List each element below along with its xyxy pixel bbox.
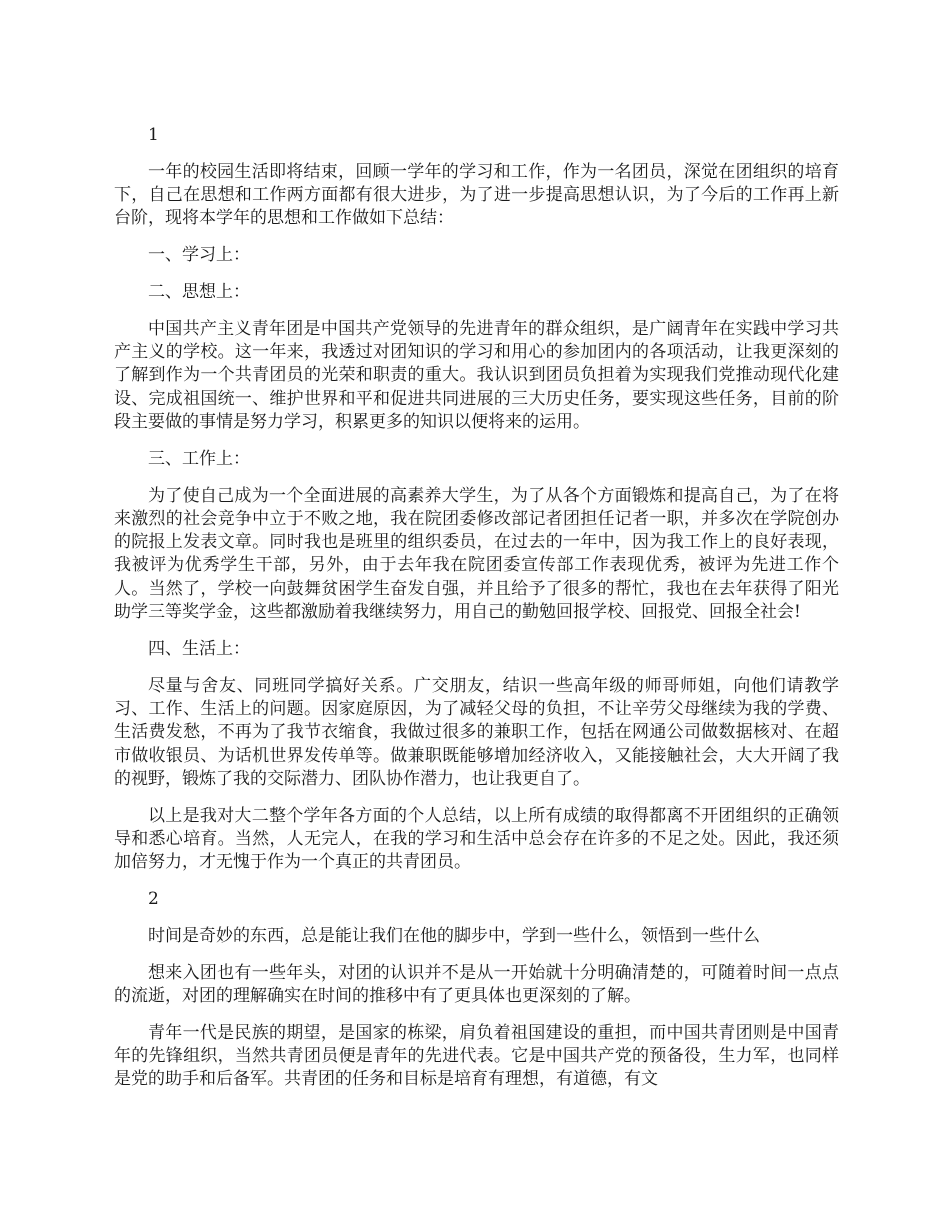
document-page [114, 124, 839, 1105]
heading-work: 三、工作上： [148, 448, 250, 469]
heading-life: 四、生活上： [148, 638, 250, 659]
conclusion-paragraph: 以上是我对大二整个学年各方面的个人总结，以上所有成绩的取得都离不开团组织的正确领导和悉心培育。当然，人无完人，在我的学习和生活中总会存在许多的不足之处。因此，我还须加倍努力，才无愧于作为一个真正的共青团员。 [114, 805, 839, 873]
thought-paragraph: 中国共产主义青年团是中国共产党领导的先进青年的群众组织，是广阔青年在实践中学习共产主义的学校。这一年来，我透过对团知识的学习和用心的参加团内的各项活动，让我更深刻的了解到作为一个共青团员的光荣和职责的重大。我认识到团员负担着为实现我们党推动现代化建设、完成祖国统一、维护世界和平和促进共同进展的三大历史任务，要实现这些任务，目前的阶段主要做的事情是努力学习，积累更多的知识以便将来的运用。 [114, 318, 839, 432]
youth-paragraph: 青年一代是民族的期望，是国家的栋梁，肩负着祖国建设的重担，而中国共青团则是中国青年的先锋组织，当然共青团员便是青年的先进代表。它是中国共产党的预备役，生力军，也同样是党的助手和后备军。共青团的任务和目标是培育有理想，有道德，有文 [114, 1022, 839, 1090]
section-number-1: 1 [148, 125, 159, 145]
joining-paragraph: 想来入团也有一些年头，对团的认识并不是从一开始就十分明确清楚的，可随着时间一点点的流逝，对团的理解确实在时间的推移中有了更具体也更深刻的了解。 [114, 962, 839, 1006]
intro-paragraph: 一年的校园生活即将结束，回顾一学年的学习和工作，作为一名团员，深觉在团组织的培育下，自己在思想和工作两方面都有很大进步，为了进一步提高思想认识，为了今后的工作再上新台阶，现将本学年的思想和工作做如下总结： [114, 161, 839, 229]
heading-thought: 二、思想上： [148, 281, 250, 302]
time-paragraph: 时间是奇妙的东西，总是能让我们在他的脚步中，学到一些什么，领悟到一些什么 [148, 925, 760, 946]
section-number-2: 2 [148, 889, 159, 910]
work-paragraph: 为了使自己成为一个全面进展的高素养大学生，为了从各个方面锻炼和提高自己，为了在将来激烈的社会竞争中立于不败之地，我在院团委修改部记者团担任记者一职，并多次在学院创办的院报上发表文章。同时我也是班里的组织委员，在过去的一年中，因为我工作上的良好表现，我被评为优秀学生干部，另外，由于去年我在院团委宣传部工作表现优秀，被评为先进工作个人。当然了，学校一向鼓舞贫困学生奋发自强，并且给予了很多的帮忙，我也在去年获得了阳光助学三等奖学金，这些都激励着我继续努力，用自己的勤勉回报学校、回报党、回报全社会! [114, 485, 839, 623]
heading-study: 一、学习上： [148, 245, 250, 266]
life-paragraph: 尽量与舍友、同班同学搞好关系。广交朋友，结识一些高年级的师哥师姐，向他们请教学习、工作、生活上的问题。因家庭原因，为了减轻父母的负担，不让辛劳父母继续为我的学费、生活费发愁，不再为了我节衣缩食，我做过很多的兼职工作，包括在网通公司做数据核对、在超市做收银员、为话机世界发传单等。做兼职既能够增加经济收入，又能接触社会，大大开阔了我的视野，锻炼了我的交际潜力、团队协作潜力，也让我更自了。 [114, 675, 839, 789]
